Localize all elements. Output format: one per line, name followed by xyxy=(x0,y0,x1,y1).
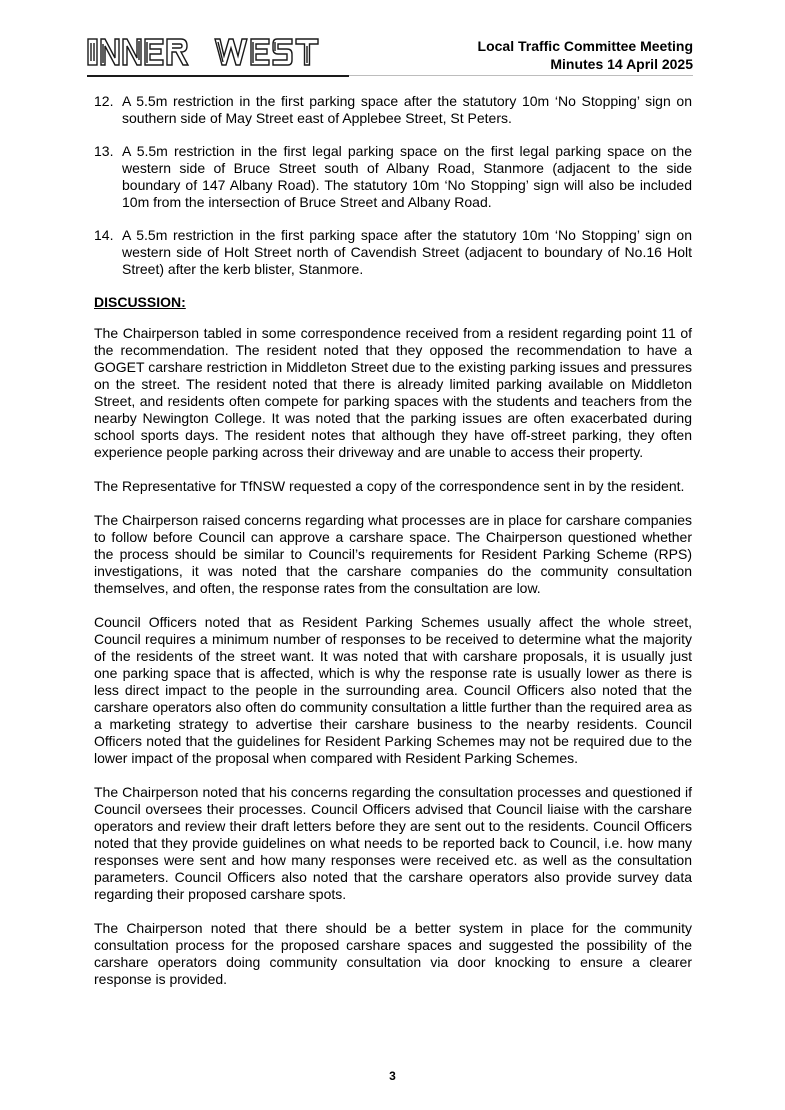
list-item xyxy=(94,143,692,211)
minutes-date: Minutes 14 April 2025 xyxy=(550,56,693,72)
meeting-info xyxy=(478,37,693,73)
inner-west-logo xyxy=(87,36,337,75)
item-number: 12. xyxy=(94,93,114,109)
page-body xyxy=(94,93,692,1005)
paragraph: The Chairperson raised concerns regarding what processes are in place for carshare companies to follow before Council can approve a carshare space. The Chairperson questioned whether the process should be similar to Council’s requirements for Resident Parking Scheme (RPS) investigations, it was noted that the carshare companies do the community consultation themselves, and often, the response rates from the consultation are low. xyxy=(94,512,692,596)
list-item xyxy=(94,93,692,127)
page-header xyxy=(87,32,693,78)
item-text: A 5.5m restriction in the first parking space after the statutory 10m ‘No Stopping’ sign on western side of Holt Street north of Cavendish Street (adjacent to boundary of No.16 Holt Street) after the kerb blister, Stanmore. xyxy=(122,227,692,277)
paragraph: The Chairperson noted that there should be a better system in place for the community consultation process for the proposed carshare spaces and suggested the possibility of the carshare operators doing community consultation via door knocking to ensure a clearer response is provided. xyxy=(94,920,692,987)
item-number: 14. xyxy=(94,227,114,243)
paragraph: The Chairperson noted that his concerns regarding the consultation processes and questioned if Council oversees their processes. Council Officers advised that Council liaise with the carshare operators and review their draft letters before they are sent out to the residents. Council Officers noted that they provide guidelines on what needs to be reported back to Council, i.e. how many responses were sent and how many responses were received etc. as well as the consultation parameters. Council Officers also noted that the carshare operators also provide survey data regarding their proposed carshare spots. xyxy=(94,784,692,902)
list-item xyxy=(94,227,692,278)
paragraph: The Representative for TfNSW requested a copy of the correspondence sent in by the resident. xyxy=(94,478,685,494)
paragraph: The Chairperson tabled in some correspondence received from a resident regarding point 11 of the recommendation. The resident noted that they opposed the recommendation to have a GOGET carshare restriction in Middleton Street due to the existing parking issues and pressures on the street. The resident noted that there is already limited parking available on Middleton Street, and residents often compete for parking spaces with the students and teachers from the nearby Newington College. It was noted that the parking issues are often exacerbated during school sports days. The resident notes that although they have off-street parking, they often experience people parking across their driveway and are unable to access their property. xyxy=(94,325,692,460)
discussion-heading: DISCUSSION: xyxy=(94,294,186,310)
recommendations-list xyxy=(94,93,692,278)
item-text: A 5.5m restriction in the first parking space after the statutory 10m ‘No Stopping’ sign on southern side of May Street east of Applebee Street, St Peters. xyxy=(122,93,692,126)
page-number: 3 xyxy=(389,1069,396,1083)
meeting-title: Local Traffic Committee Meeting xyxy=(477,38,693,54)
item-number: 13. xyxy=(94,143,114,159)
header-divider xyxy=(87,75,693,77)
item-text: A 5.5m restriction in the first legal parking space on the first legal parking space on the western side of Bruce Street south of Albany Road, Stanmore (adjacent to the side boundary of 147 Albany Road). The statutory 10m ‘No Stopping’ sign will also be included 10m from the intersection of Bruce Street and Albany Road. xyxy=(122,143,692,210)
paragraph: Council Officers noted that as Resident Parking Schemes usually affect the whole street, Council requires a minimum number of responses to be received to determine what the majority of the residents of the street want. It was noted that with carshare proposals, it is usually just one parking space that is affected, which is why the response rate is usually lower as there is less direct impact to the people in the surrounding area. Council Officers also noted that the carshare operators also often do community consultation a little further than the required area as a marketing strategy to advertise their carshare business to the nearby residents. Council Officers noted that the guidelines for Resident Parking Schemes may not be required due to the lower impact of the proposal when compared with Resident Parking Schemes. xyxy=(94,614,692,766)
